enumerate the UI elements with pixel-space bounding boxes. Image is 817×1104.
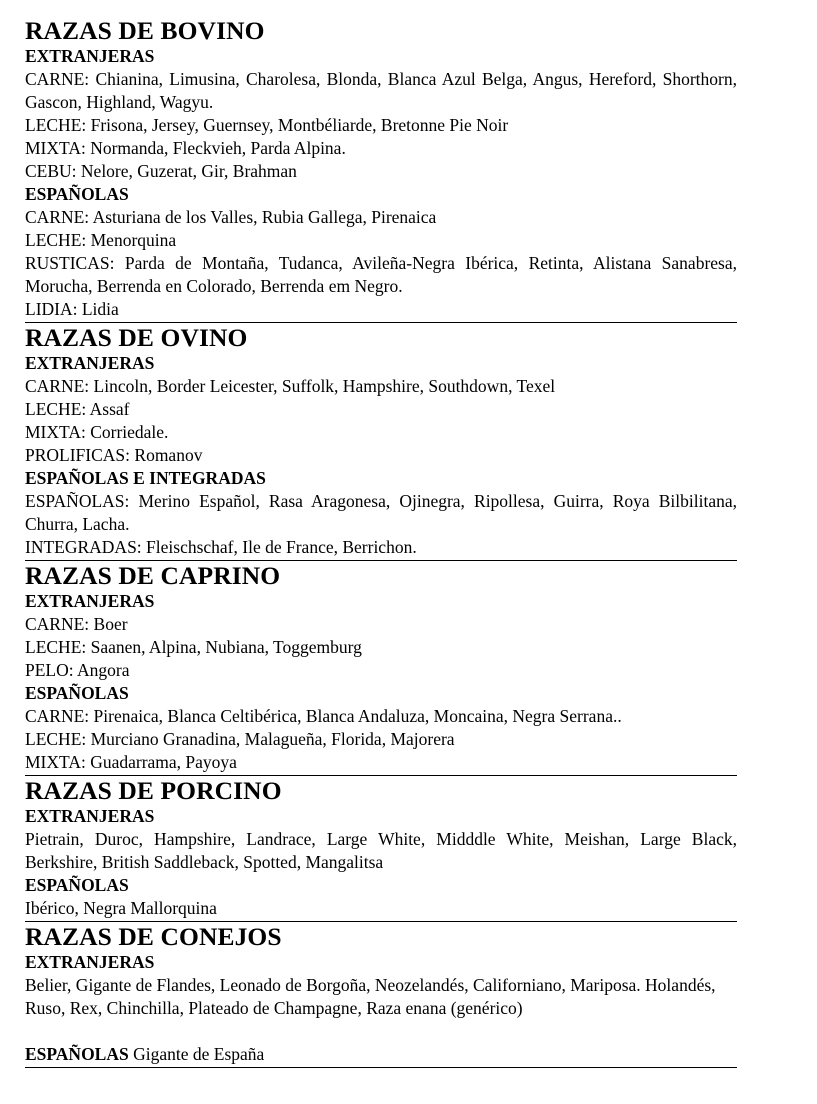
section-title: RAZAS DE BOVINO (25, 16, 265, 45)
breed-line: CARNE: Asturiana de los Valles, Rubia Gallega, Pirenaica (25, 207, 437, 227)
document-page (25, 16, 737, 1068)
section-bovino (25, 16, 737, 323)
section-caprino (25, 561, 737, 776)
breed-line: CARNE: Lincoln, Border Leicester, Suffolk, Hampshire, Southdown, Texel (25, 376, 556, 396)
breed-line: LECHE: Murciano Granadina, Malagueña, Florida, Majorera (25, 729, 455, 749)
breed-line: PELO: Angora (25, 660, 130, 680)
breed-line: Pietrain, Duroc, Hampshire, Landrace, Large White, Midddle White, Meishan, Large Black, Berkshire, British Saddleback, Spotted, Mangalitsa (25, 829, 737, 872)
breed-line: CARNE: Pirenaica, Blanca Celtibérica, Blanca Andaluza, Moncaina, Negra Serrana.. (25, 706, 622, 726)
subheading-extranjeras: EXTRANJERAS (25, 952, 155, 972)
blank-line (25, 1020, 737, 1043)
subheading-extranjeras: EXTRANJERAS (25, 806, 155, 826)
breed-line: PROLIFICAS: Romanov (25, 445, 203, 465)
section-title: RAZAS DE PORCINO (25, 776, 282, 805)
breed-line: LECHE: Frisona, Jersey, Guernsey, Montbéliarde, Bretonne Pie Noir (25, 115, 509, 135)
subheading-extranjeras: EXTRANJERAS (25, 46, 155, 66)
subheading-espanolas: ESPAÑOLAS (25, 683, 129, 703)
breed-line: CEBU: Nelore, Guzerat, Gir, Brahman (25, 161, 297, 181)
breed-line: MIXTA: Normanda, Fleckvieh, Parda Alpina. (25, 138, 346, 158)
breed-line: ESPAÑOLAS: Merino Español, Rasa Aragonesa, Ojinegra, Ripollesa, Guirra, Roya Bilbilitana, Churra, Lacha. (25, 491, 737, 534)
section-title: RAZAS DE CAPRINO (25, 561, 281, 590)
subheading-espanolas-integradas: ESPAÑOLAS E INTEGRADAS (25, 468, 266, 488)
breed-line: LIDIA: Lidia (25, 299, 119, 319)
subheading-espanolas: ESPAÑOLAS (25, 875, 129, 895)
section-conejos (25, 922, 737, 1068)
breed-line: MIXTA: Corriedale. (25, 422, 169, 442)
breed-line: CARNE: Boer (25, 614, 128, 634)
section-title: RAZAS DE OVINO (25, 323, 248, 352)
breed-line: Belier, Gigante de Flandes, Leonado de Borgoña, Neozelandés, Californiano, Mariposa. Holandés, Ruso, Rex, Chinchilla, Plateado de Champagne, Raza enana (genérico) (25, 975, 716, 1018)
breed-line: LECHE: Menorquina (25, 230, 177, 250)
subheading-espanolas: ESPAÑOLAS (25, 184, 129, 204)
breed-line: LECHE: Assaf (25, 399, 130, 419)
subheading-extranjeras: EXTRANJERAS (25, 353, 155, 373)
subheading-espanolas: ESPAÑOLAS (25, 1044, 129, 1064)
breed-line: INTEGRADAS: Fleischschaf, Ile de France, Berrichon. (25, 537, 417, 557)
espanolas-line (25, 1043, 737, 1066)
section-ovino (25, 323, 737, 561)
breed-line: Ibérico, Negra Mallorquina (25, 898, 217, 918)
breed-text: Gigante de España (133, 1044, 265, 1064)
section-porcino (25, 776, 737, 922)
subheading-extranjeras: EXTRANJERAS (25, 591, 155, 611)
breed-line: RUSTICAS: Parda de Montaña, Tudanca, Avileña-Negra Ibérica, Retinta, Alistana Sanabresa, Morucha, Berrenda en Colorado, Berrenda em Negro. (25, 253, 737, 296)
breed-line: CARNE: Chianina, Limusina, Charolesa, Blonda, Blanca Azul Belga, Angus, Hereford, Shorthorn, Gascon, Highland, Wagyu. (25, 69, 737, 112)
section-title: RAZAS DE CONEJOS (25, 922, 282, 951)
breed-line: MIXTA: Guadarrama, Payoya (25, 752, 237, 772)
breed-line: LECHE: Saanen, Alpina, Nubiana, Toggemburg (25, 637, 362, 657)
